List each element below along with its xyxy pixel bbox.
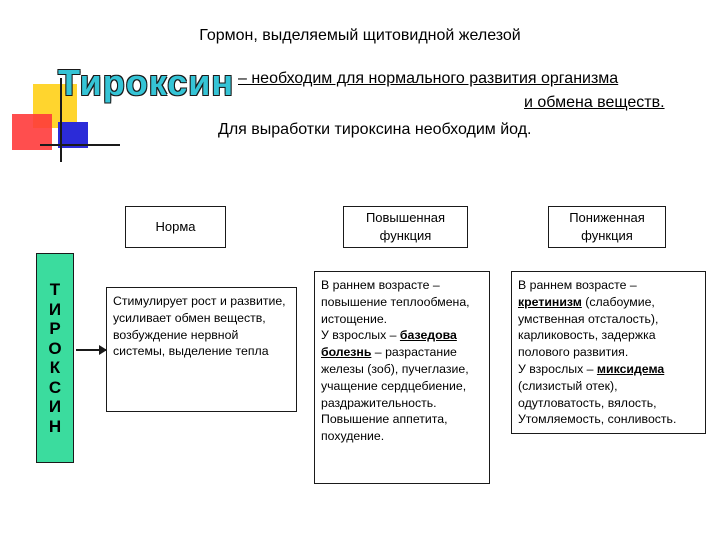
slide-heading: Гормон, выделяемый щитовидной железой [199, 27, 521, 44]
header-norma [125, 206, 226, 248]
low-text-1-pre: В раннем возрасте – [518, 278, 637, 292]
definition-line-2: и обмена веществ. [524, 94, 665, 111]
side-letter: О [48, 338, 62, 358]
side-letter: И [48, 299, 62, 319]
arrow-right-icon [76, 349, 106, 351]
side-letter: С [48, 377, 62, 397]
side-letter: Р [49, 319, 61, 338]
high-function-description [314, 271, 490, 484]
header-low-label: Пониженная функция [569, 210, 645, 243]
iodine-note: Для выработки тироксина необходим йод. [218, 121, 532, 138]
definition-line-1: – необходим для нормального развития организма [238, 70, 619, 87]
side-letter: И [48, 397, 62, 416]
side-letter: К [49, 358, 61, 377]
low-text-1-post: (слабоумие, умственная отсталость), карликовость, задержка полового развития. [518, 294, 659, 360]
low-function-description [511, 271, 706, 434]
vertical-word-box [36, 253, 74, 463]
decor-horizontal-line [40, 144, 120, 146]
high-text-2-pre: У взрослых – [321, 328, 400, 343]
low-text-2-post: (слизистый отек), одутловатость, вялость, Утомляемость, сонливость. [518, 378, 677, 427]
side-letter: Т [49, 280, 61, 299]
norma-description [106, 287, 297, 412]
high-text-2-post: – разрастание железы (зоб), пучеглазие, учащение сердцебиение, раздражительность. Повышение аппетита, похудение. [321, 345, 469, 444]
header-norma-label: Норма [155, 219, 196, 234]
header-high-function [343, 206, 468, 248]
high-text-1: В раннем возрасте – повышение теплообмена, истощение. [321, 278, 470, 326]
side-letter: Н [48, 416, 62, 436]
low-term-2: миксидема [596, 361, 665, 376]
high-term: базедова болезнь [321, 328, 457, 360]
hormone-title: Тироксин [58, 62, 235, 103]
header-high-label: Повышенная функция [365, 210, 446, 243]
low-term-1: кретинизм [518, 294, 582, 309]
low-text-2-pre: У взрослых – [518, 361, 597, 376]
header-low-function [548, 206, 666, 248]
norma-text: Стимулирует рост и развитие, усиливает обмен веществ, возбуждение нервной системы, выделение тепла [113, 294, 286, 359]
